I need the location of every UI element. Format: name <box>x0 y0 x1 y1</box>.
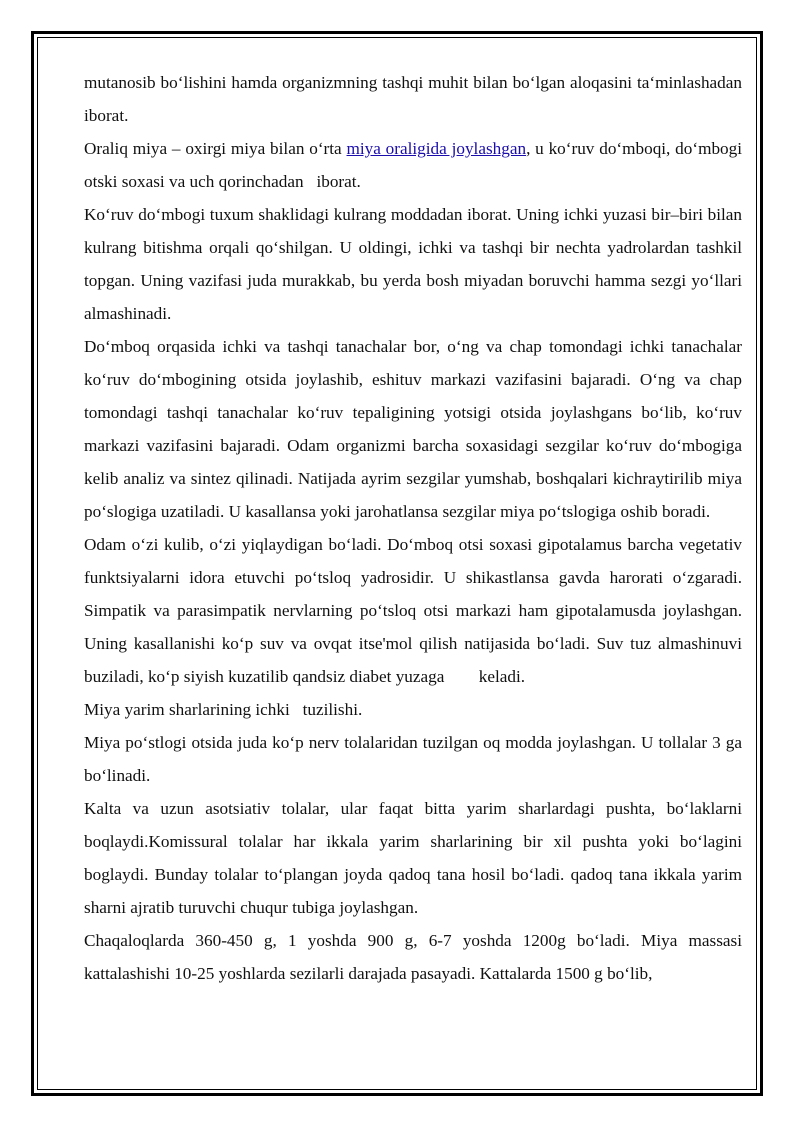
paragraph-3: Ko‘ruv do‘mbogi tuxum shaklidagi kulrang moddadan iborat. Uning ichki yuzasi bir–biri bilan kulrang bitishma orqali qo‘shilgan. U oldingi, ichki va tashqi bir nechta yadrolardan tashkil topgan. Uning vazifasi juda murakkab, bu yerda bosh miyadan boruvchi hamma sezgi yo‘llari almashinadi. <box>84 205 751 323</box>
paragraph-1: mutanosib bo‘lishini hamda organizmning tashqi muhit bilan bo‘lgan aloqasini ta‘minlashadan iborat. <box>84 73 768 125</box>
paragraph-2 <box>84 132 747 198</box>
paragraph-5: Odam o‘zi kulib, o‘zi yiqlaydigan bo‘ladi. Do‘mboq otsi soxasi gipotalamus barcha vegetativ funktsiyalarni idora etuvchi po‘tsloq yadrosidir. U shikastlansa gavda harorati o‘zgaradi. Simpatik va parasimpatik nervlarning po‘tsloq otsi markazi ham gipotalamusda joylashgan. Uning kasallanishi ko‘p suv va ovqat itse'mol qilish natijasida bo‘ladi. Suv tuz almashinuvi buziladi, ko‘p siyish kuzatilib qandsiz diabet yuzaga keladi. <box>84 535 747 686</box>
paragraph-2-text-b: , u ko‘ruv do‘mboqi, do‘mbogi otski soxasi va uch qorinchadan iborat. <box>84 139 747 191</box>
document-body <box>84 66 768 990</box>
paragraph-4: Do‘mboq orqasida ichki va tashqi tanachalar bor, o‘ng va chap tomondagi ichki tanachalar ko‘ruv do‘mbogining otsida joylashib, eshituv markazi vazifasini bajaradi. O‘ng va chap tomondagi tashqi tanachalar ko‘ruv tepaligining yotsigi otsida joylashgans bo‘lib, ko‘ruv markazi vazifasini bajaradi. Odam organizmi barcha soxasidagi sezgilar ko‘ruv do‘mbogiga kelib analiz va sintez qilinadi. Natijada ayrim sezgilar yumshab, boshqalari kichraytirilib miya po‘slogiga uzatiladi. U kasallansa yoki jarohatlansa sezgilar miya po‘tslogiga oshib boradi. <box>84 337 742 521</box>
paragraph-8: Kalta va uzun asotsiativ tolalar, ular faqat bitta yarim sharlardagi pushta, bo‘laklarni boqlaydi.Komissural tolalar har ikkala yarim sharlarining bir xil pushta yoki bo‘lagini boglaydi. Bunday tolalar to‘plangan joyda qadoq tana hosil bo‘ladi. qadoq tana ikkala yarim sharni ajratib turuvchi chuqur tubiga joylashgan. <box>84 799 742 917</box>
paragraph-2-text-a: Oraliq miya – oxirgi miya bilan o‘rta <box>84 139 347 158</box>
section-heading: Miya yarim sharlarining ichki tuzilishi. <box>84 700 363 719</box>
hyperlink-miya-oraligida[interactable]: miya oraligida joylashgan <box>346 139 527 158</box>
paragraph-9: Chaqaloqlarda 360-450 g, 1 yoshda 900 g, 6-7 yoshda 1200g bo‘ladi. Miya massasi kattalashishi 10-25 yoshlarda sezilarli darajada pasayadi. Kattalarda 1500 g bo‘lib, <box>84 931 742 983</box>
paragraph-7: Miya po‘stlogi otsida juda ko‘p nerv tolalaridan tuzilgan oq modda joylashgan. U tollalar 3 ga bo‘linadi. <box>84 733 742 785</box>
